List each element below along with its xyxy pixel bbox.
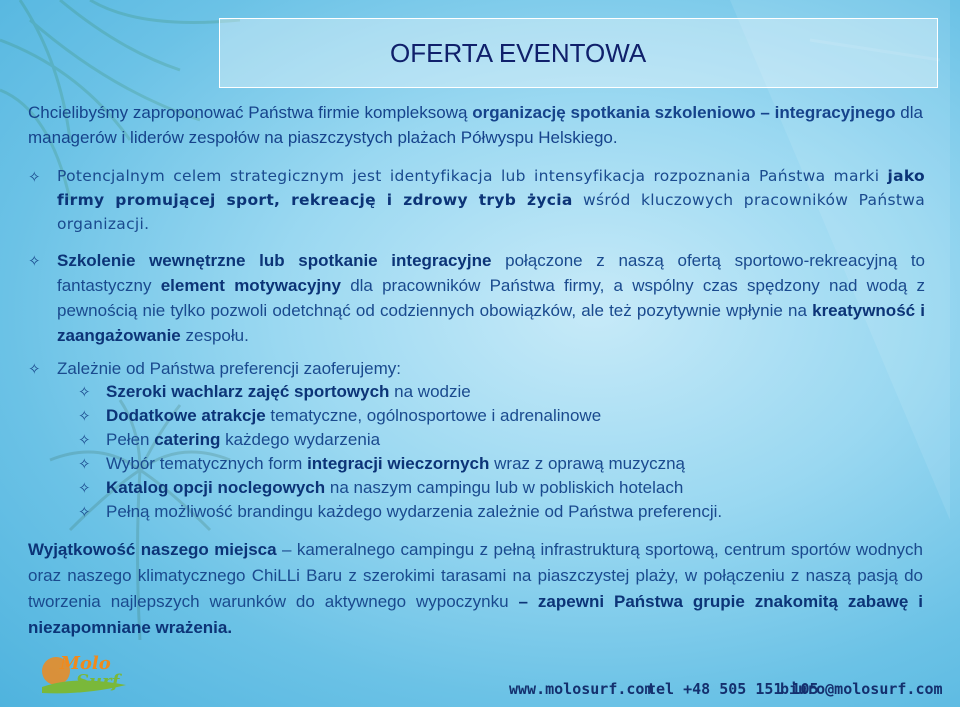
four-point-star-icon: ✧ xyxy=(28,168,41,186)
outro-bold-1: Wyjątkowość naszego miejsca xyxy=(28,540,277,559)
email-link[interactable]: biuro@molosurf.com xyxy=(780,680,943,698)
offer-bold: Dodatkowe atrakcje xyxy=(106,406,266,425)
title-box xyxy=(219,18,938,88)
logo-text-molo: Molo xyxy=(60,653,111,674)
bullet2-bold-2: element motywacyjny xyxy=(160,276,341,295)
offer-item xyxy=(78,428,380,452)
offer-text: Pełną możliwość brandingu każdego wydarzenia zależnie od Państwa preferencji. xyxy=(106,502,723,521)
offer-item xyxy=(78,452,685,476)
intro-text-2: dla managerów i liderów zespołów na piaszczystych plażach Półwyspu Helskiego. xyxy=(28,103,923,147)
bullet1-text-2: wśród kluczowych pracowników Państwa organizacji. xyxy=(57,191,925,233)
offer-text: Pełen xyxy=(106,430,155,449)
four-point-star-icon: ✧ xyxy=(78,432,91,449)
intro-text-1: Chcielibyśmy zaproponować Państwa firmie kompleksową xyxy=(28,103,473,122)
four-point-star-icon: ✧ xyxy=(28,361,41,378)
bullet-strategic-goal xyxy=(28,164,925,236)
phone-number[interactable]: tel +48 505 151 105 xyxy=(647,680,819,698)
bullet3-text: Zależnie od Państwa preferencji zaoferujemy: xyxy=(57,359,401,378)
offer-bold: catering xyxy=(154,430,221,449)
four-point-star-icon: ✧ xyxy=(78,456,91,473)
offer-item xyxy=(78,380,471,404)
offer-text: na naszym campingu lub w pobliskich hotelach xyxy=(325,478,684,497)
bullet1-bold-1: jako firmy promującej sport, rekreację i zdrowy tryb życia xyxy=(57,167,925,209)
molo-surf-logo[interactable] xyxy=(36,645,132,701)
offer-bold: Katalog opcji noclegowych xyxy=(106,478,326,497)
page-title: OFERTA EVENTOWA xyxy=(390,37,647,68)
offer-text: wraz z oprawą muzyczną xyxy=(489,454,685,473)
website-link[interactable]: www.molosurf.com xyxy=(509,680,654,698)
intro-paragraph xyxy=(28,100,923,150)
four-point-star-icon: ✧ xyxy=(78,384,91,401)
closing-paragraph xyxy=(28,537,923,641)
logo-text-surf: Surf xyxy=(76,671,120,692)
offer-text: tematyczne, ogólnosportowe i adrenalinowe xyxy=(265,406,602,425)
bullet2-bold-3: kreatywność i zaangażowanie xyxy=(57,301,925,345)
offer-item xyxy=(78,476,683,500)
offer-bold: Szeroki wachlarz zajęć sportowych xyxy=(106,382,390,401)
bullet1-text-1: Potencjalnym celem strategicznym jest identyfikacja lub intensyfikacja rozpoznania Państwa marki xyxy=(57,167,888,185)
bullet-training xyxy=(28,248,925,348)
offer-text: na wodzie xyxy=(389,382,471,401)
offer-item xyxy=(78,404,601,428)
offer-bold: integracji wieczornych xyxy=(307,454,490,473)
four-point-star-icon: ✧ xyxy=(78,480,91,497)
four-point-star-icon: ✧ xyxy=(78,408,91,425)
offer-text: Wybór tematycznych form xyxy=(106,454,308,473)
bullet2-text-2: dla pracowników Państwa firmy, a wspólny czas spędzony nad wodą z pewnością nie tylko pozwoli odetchnąć od codziennych obowiązków, ale też pozytywnie wpłynie na xyxy=(57,276,925,320)
four-point-star-icon: ✧ xyxy=(78,504,91,521)
offer-item xyxy=(78,500,722,524)
outro-text-1: – kameralnego campingu z pełną infrastrukturą sportową, centrum sportów wodnych oraz naszego klimatycznego ChiLLi Baru z szerokimi tarasami na piaszczystej plaży, w połączeniu z naszą pasją do tworzenia najlepszych warunków do aktywnego wypoczynku xyxy=(28,540,923,611)
bullet2-text-1: połączone z naszą ofertą sportowo-rekreacyjną to fantastyczny xyxy=(57,251,925,295)
outro-bold-2: – zapewni Państwa grupie znakomitą zabawę i niezapomniane wrażenia. xyxy=(28,592,923,637)
bullet-offer-intro xyxy=(28,357,925,381)
offer-text: każdego wydarzenia xyxy=(220,430,381,449)
four-point-star-icon: ✧ xyxy=(28,253,41,270)
bullet2-bold-1: Szkolenie wewnętrzne lub spotkanie integracyjne xyxy=(57,251,492,270)
bullet2-text-3: zespołu. xyxy=(180,326,249,345)
intro-bold-1: organizację spotkania szkoleniowo – integracyjnego xyxy=(472,103,896,122)
